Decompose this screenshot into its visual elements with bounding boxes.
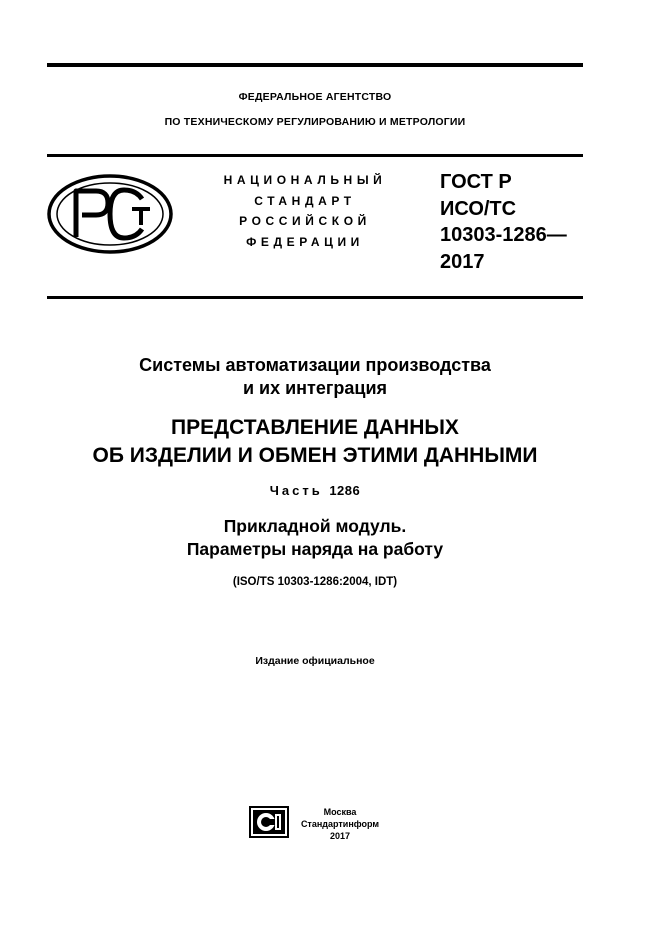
edition-label: Издание официальное bbox=[255, 655, 375, 667]
main-title-line-2: ОБ ИЗДЕЛИИ И ОБМЕН ЭТИМИ ДАННЫМИ bbox=[92, 444, 538, 467]
national-line-2: СТАНДАРТ bbox=[254, 194, 356, 208]
agency-line-2: ПО ТЕХНИЧЕСКОМУ РЕГУЛИРОВАНИЮ И МЕТРОЛОГИИ bbox=[164, 116, 466, 128]
gost-r-logo-icon bbox=[46, 173, 174, 255]
designation-line-2: ИСО/ТС bbox=[440, 198, 517, 220]
national-line-1: НАЦИОНАЛЬНЫЙ bbox=[223, 173, 387, 187]
national-line-3: РОССИЙСКОЙ bbox=[239, 214, 371, 228]
block-rule bbox=[47, 296, 583, 299]
part-number: 1286 bbox=[329, 483, 361, 498]
subtitle-line-2: Параметры наряда на работу bbox=[186, 539, 444, 559]
national-line-4: ФЕДЕРАЦИИ bbox=[246, 235, 364, 249]
designation-line-3: 10303-1286— bbox=[440, 224, 567, 246]
publisher-year: 2017 bbox=[329, 831, 351, 841]
designation-line-1: ГОСТ Р bbox=[440, 171, 512, 193]
series-title-line-1: Системы автоматизации производства bbox=[139, 355, 491, 375]
standartinform-logo-icon bbox=[249, 806, 289, 838]
iso-reference: (ISO/TS 10303-1286:2004, IDT) bbox=[232, 576, 398, 588]
series-title-line-2: и их интеграция bbox=[242, 378, 388, 398]
top-rule bbox=[47, 63, 583, 67]
main-title-line-1: ПРЕДСТАВЛЕНИЕ ДАННЫХ bbox=[171, 416, 459, 439]
agency-line-1: ФЕДЕРАЛЬНОЕ АГЕНТСТВО bbox=[238, 91, 392, 103]
publisher-city: Москва bbox=[323, 807, 357, 817]
subtitle-line-1: Прикладной модуль. bbox=[223, 516, 407, 536]
publisher-name: Стандартинформ bbox=[300, 819, 380, 829]
part-word: Часть bbox=[269, 483, 323, 498]
publisher-logo bbox=[249, 806, 289, 838]
designation-line-4: 2017 bbox=[440, 251, 485, 273]
part-label bbox=[0, 483, 630, 498]
header-rule bbox=[47, 154, 583, 157]
